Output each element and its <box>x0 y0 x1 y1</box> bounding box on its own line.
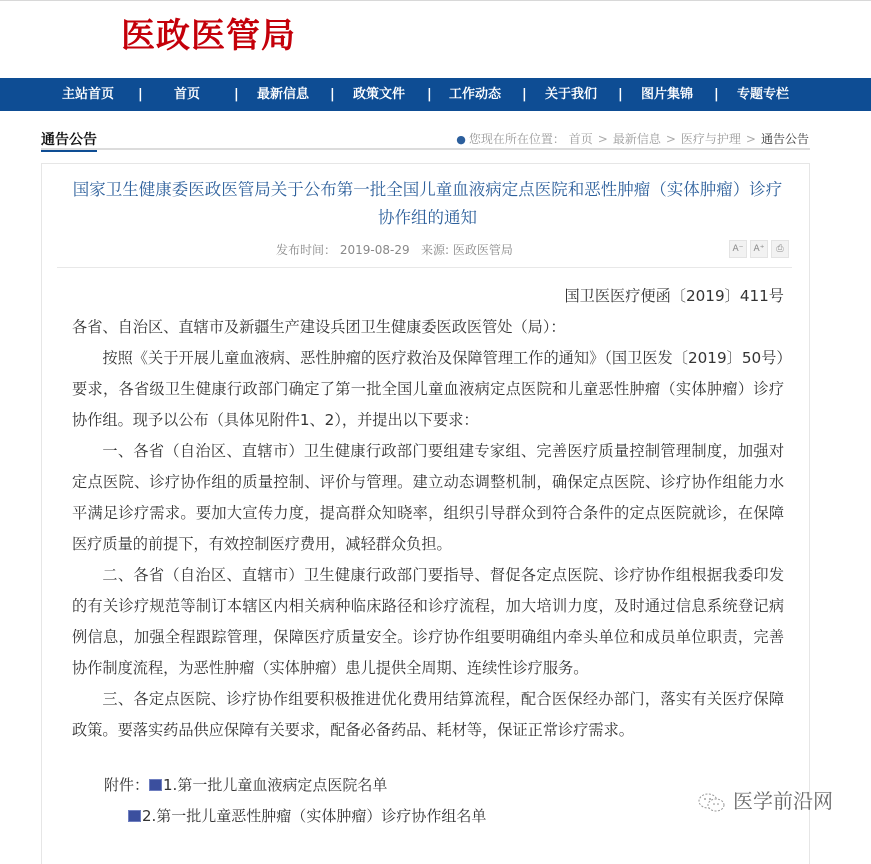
meta-divider <box>57 267 792 268</box>
nav-separator: | <box>522 87 527 102</box>
breadcrumb-separator: > <box>665 132 676 146</box>
font-smaller-icon[interactable]: A⁻ <box>729 240 747 258</box>
attachment-link-2[interactable]: 2.第一批儿童恶性肿瘤（实体肿瘤）诊疗协作组名单 <box>142 807 487 825</box>
document-number: 国卫医医疗便函〔2019〕411号 <box>564 287 784 305</box>
site-logo[interactable]: 医政医管局 <box>121 16 296 56</box>
nav-item-about[interactable]: 关于我们 <box>545 87 598 102</box>
breadcrumb-current: 通告公告 <box>760 132 809 146</box>
publish-date-label: 发布时间： <box>276 243 337 257</box>
nav-separator: | <box>330 87 335 102</box>
word-doc-icon <box>149 779 162 791</box>
paragraph: 一、各省（自治区、直辖市）卫生健康行政部门要组建专家组、完善医疗质量控制管理制度，加强对定点医院、诊疗协作组的质量控制、评价与管理。建立动态调整机制，确保定点医院、诊疗协作组能力水平满足诊疗需求。要加大宣传力度，提高群众知晓率，组织引导群众到符合条件的定点医院就诊，在保障医疗质量的前提下，有效控制医疗费用，减轻群众负担。 <box>72 442 784 553</box>
nav-item-main-home[interactable]: 主站首页 <box>62 87 115 102</box>
breadcrumb-home[interactable]: 首页 <box>568 132 593 146</box>
nav-item-work[interactable]: 工作动态 <box>449 87 502 102</box>
watermark <box>697 785 833 814</box>
nav-item-gallery[interactable]: 图片集锦 <box>641 87 694 102</box>
salutation: 各省、自治区、直辖市及新疆生产建设兵团卫生健康委医政医管处（局）： <box>72 318 566 336</box>
breadcrumb-prefix: 您现在所在位置： <box>468 132 565 146</box>
breadcrumb-separator: > <box>597 132 608 146</box>
nav-item-home[interactable]: 首页 <box>174 87 201 102</box>
breadcrumb-latest[interactable]: 最新信息 <box>612 132 661 146</box>
breadcrumb <box>456 130 809 147</box>
paragraph: 按照《关于开展儿童血液病、恶性肿瘤的医疗救治及保障管理工作的通知》（国卫医发〔2019〕50号）要求，各省级卫生健康行政部门确定了第一批全国儿童血液病定点医院和儿童恶性肿瘤（实体肿瘤）诊疗协作组。现予以公布（具体见附件1、2），并提出以下要求： <box>72 349 784 429</box>
top-border <box>0 0 871 1</box>
nav-separator: | <box>618 87 623 102</box>
font-larger-icon[interactable]: A⁺ <box>750 240 768 258</box>
nav-item-latest[interactable]: 最新信息 <box>257 87 310 102</box>
location-pin-icon: ● <box>456 133 466 146</box>
nav-separator: | <box>714 87 719 102</box>
breadcrumb-medical[interactable]: 医疗与护理 <box>680 132 741 146</box>
article-body <box>72 281 784 746</box>
nav-separator: | <box>427 87 432 102</box>
paragraph: 三、各定点医院、诊疗协作组要积极推进优化费用结算流程，配合医保经办部门，落实有关医疗保障政策。要落实药品供应保障有关要求，配备必备药品、耗材等，保证正常诊疗需求。 <box>72 690 784 739</box>
nav-item-topics[interactable]: 专题专栏 <box>737 87 790 102</box>
word-doc-icon <box>128 810 141 822</box>
section-divider <box>41 148 810 150</box>
source-label: 来源: <box>421 243 450 257</box>
publish-date: 2019-08-29 <box>339 243 410 257</box>
nav-separator: | <box>234 87 239 102</box>
article-meta <box>276 241 513 258</box>
attachments <box>104 770 486 832</box>
attachments-label: 附件： <box>104 776 150 794</box>
print-icon[interactable]: ⎙ <box>771 240 789 258</box>
watermark-text: 医学前沿网 <box>733 789 833 813</box>
article-title: 国家卫生健康委医政医管局关于公布第一批全国儿童血液病定点医院和恶性肿瘤（实体肿瘤）诊疗协作组的通知 <box>72 180 783 227</box>
source: 医政医管局 <box>452 243 513 257</box>
wechat-icon <box>697 792 727 814</box>
section-title: 通告公告 <box>41 129 97 152</box>
article-tools <box>729 240 792 259</box>
breadcrumb-separator: > <box>745 132 756 146</box>
paragraph: 二、各省（自治区、直辖市）卫生健康行政部门要指导、督促各定点医院、诊疗协作组根据我委印发的有关诊疗规范等制订本辖区内相关病种临床路径和诊疗流程，加大培训力度，及时通过信息系统登记病例信息，加强全程跟踪管理，保障医疗质量安全。诊疗协作组要明确组内牵头单位和成员单位职责，完善协作制度流程，为恶性肿瘤（实体肿瘤）患儿提供全周期、连续性诊疗服务。 <box>72 566 784 677</box>
attachment-link-1[interactable]: 1.第一批儿童血液病定点医院名单 <box>163 776 388 794</box>
nav-separator: | <box>138 87 143 102</box>
nav-item-policy[interactable]: 政策文件 <box>353 87 406 102</box>
main-nav <box>0 78 871 111</box>
